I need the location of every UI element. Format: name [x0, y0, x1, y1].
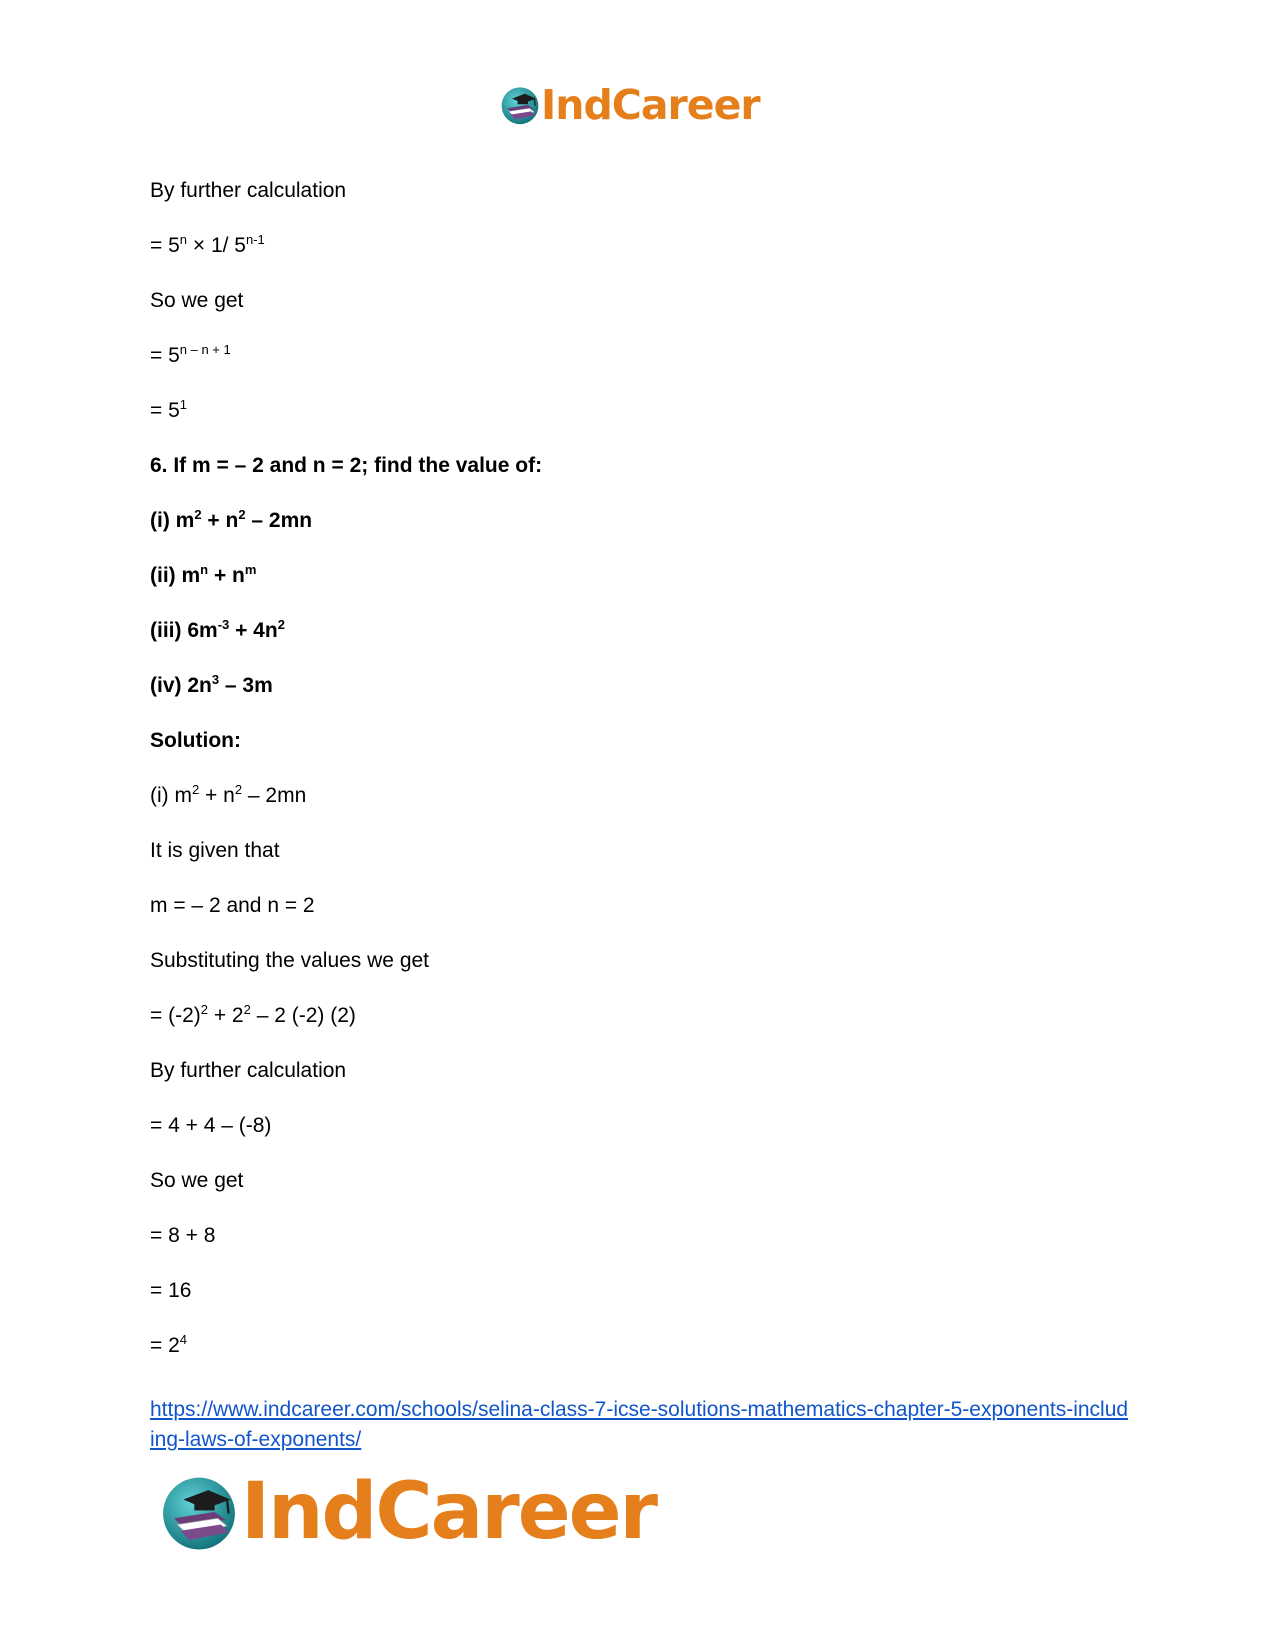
text-line [150, 1058, 1150, 1113]
superscript: n [200, 562, 209, 577]
document-body [150, 178, 1150, 1388]
text-segment: (ii) m [150, 564, 201, 587]
text-line [150, 1333, 1150, 1388]
superscript: 1 [179, 397, 188, 412]
text-segment: × 1/ 5 [187, 234, 246, 257]
text-line [150, 1003, 1150, 1058]
text-segment: (i) m [150, 784, 192, 807]
footer-logo-text: IndCareer [241, 1467, 656, 1557]
header-logo [500, 78, 760, 132]
text-line [150, 1113, 1150, 1168]
superscript: -3 [217, 617, 230, 632]
text-segment: + n [199, 784, 235, 807]
text-line [150, 1168, 1150, 1223]
text-segment: – 2 (-2) (2) [250, 1004, 356, 1027]
text-segment: – 3m [219, 674, 273, 697]
text-line [150, 233, 1150, 288]
header-logo-text: IndCareer [541, 80, 760, 129]
superscript: n [179, 232, 188, 247]
text-segment: + 2 [208, 1004, 244, 1027]
text-segment: = 8 + 8 [150, 1224, 216, 1247]
text-segment: (iii) 6m [150, 619, 218, 642]
text-line [150, 948, 1150, 1003]
question-line [150, 563, 1150, 618]
text-segment: = 5 [150, 234, 180, 257]
text-segment: + n [201, 509, 239, 532]
superscript: 2 [200, 1002, 208, 1017]
text-line [150, 893, 1150, 948]
text-segment: It is given that [150, 839, 280, 862]
text-segment: By further calculation [150, 1059, 347, 1082]
text-segment: – 2mn [242, 784, 307, 807]
question-line [150, 618, 1150, 673]
text-segment: (i) m [150, 509, 195, 532]
graduation-books-icon [500, 85, 540, 125]
text-segment: – 2mn [245, 509, 313, 532]
question-line [150, 673, 1150, 728]
text-segment: By further calculation [150, 179, 347, 202]
text-line [150, 1278, 1150, 1333]
text-segment: (iv) 2n [150, 674, 212, 697]
text-line [150, 288, 1150, 343]
question-line [150, 508, 1150, 563]
superscript: n-1 [245, 232, 265, 247]
text-segment: = 5 [150, 399, 180, 422]
text-segment: Solution: [150, 729, 241, 752]
superscript: m [244, 562, 257, 577]
text-line [150, 398, 1150, 453]
superscript: 2 [191, 782, 200, 797]
text-segment: So we get [150, 289, 244, 312]
text-segment: + n [208, 564, 245, 587]
text-line [150, 838, 1150, 893]
text-line [150, 1223, 1150, 1278]
superscript: n – n + 1 [179, 342, 231, 357]
superscript: 2 [238, 507, 246, 522]
text-line [150, 343, 1150, 398]
text-line [150, 178, 1150, 233]
superscript: 2 [243, 1002, 251, 1017]
question-line [150, 728, 1150, 783]
text-segment: Substituting the values we get [150, 949, 430, 972]
superscript: 3 [211, 672, 220, 687]
text-segment: = 2 [150, 1334, 180, 1357]
superscript: 4 [179, 1332, 188, 1347]
superscript: 2 [194, 507, 202, 522]
text-segment: So we get [150, 1169, 244, 1192]
text-segment: = 5 [150, 344, 180, 367]
text-segment: = 4 + 4 – (-8) [150, 1114, 272, 1137]
graduation-books-icon [160, 1473, 238, 1551]
superscript: 2 [277, 617, 285, 632]
text-segment: 6. If m = – 2 and n = 2; find the value of: [150, 454, 543, 477]
text-segment: + 4n [229, 619, 278, 642]
footer-logo [160, 1462, 656, 1562]
superscript: 2 [234, 782, 243, 797]
source-link[interactable]: https://www.indcareer.com/schools/selina-class-7-icse-solutions-mathematics-chapter-5-exponents-including-laws-of-exponents/ [150, 1398, 1129, 1451]
text-segment: m = – 2 and n = 2 [150, 894, 315, 917]
text-segment: = 16 [150, 1279, 192, 1302]
text-line [150, 783, 1150, 838]
text-segment: = (-2) [150, 1004, 201, 1027]
question-line [150, 453, 1150, 508]
